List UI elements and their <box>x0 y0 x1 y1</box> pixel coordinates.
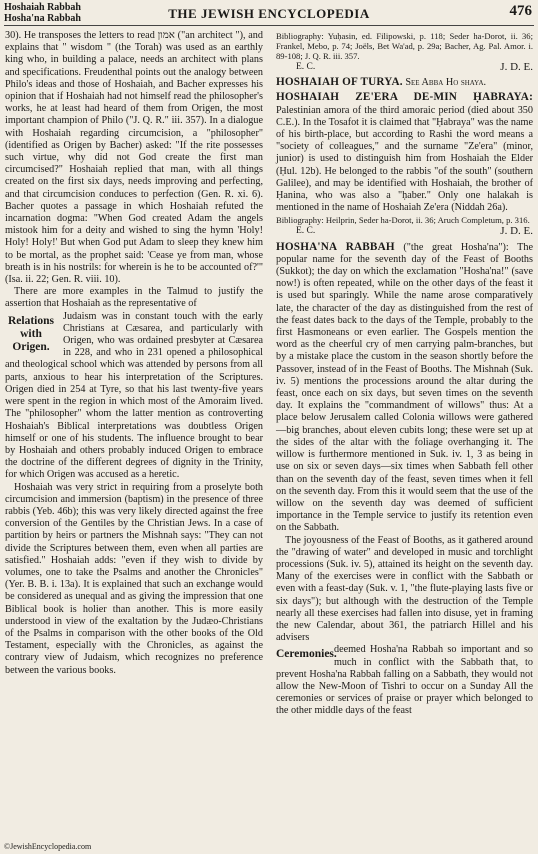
side-heading-ceremonies: Ceremonies. <box>276 648 337 661</box>
paragraph: Hoshaiah was very strict in requiring from a proselyte both circumcision and immersion (baptism) in the presence of three rabbis (Yeb. 46b); this was very likely directed against the free conversion of the Gentiles by the Christian Jews. In a case of partition by heirs or partners the Mishnah says: "They can not divide the Scriptures between them, even when all parties are satisfied." Hoshaiah adds: "even if they wish to divide by volumes, one to take the Psalms and another the Chronicles" (Yer. B. B. i. 13a). It is explained that such an exchange would be considered as unequal and as giving the impression that one Biblical book is holier than another. This is more easily understood in view of the exaltation by the Judæo-Christians of the Psalms in comparison with the other books of the Old Testament, especially with the Chronicles, as against the contrary view of Judaism, which recognizes no preference between the various books. <box>5 481 263 676</box>
side-heading-relations: Relations with Origen. <box>8 314 54 353</box>
signature-right: J. D. E. <box>500 225 533 238</box>
copyright-footer: ©JewishEncyclopedia.com <box>4 842 92 851</box>
signature <box>276 225 533 237</box>
entry-body: Palestinian amora of the third amoraic period (died about 350 C.E.). In the Tosafot it is claimed that "Ḥabraya" was the name of his birth-place, but according to Rashi the word means a "society of colleagues," and the surname "Ze'era" (minor, junior) is used to distinguish him from Hoshaiah the Elder (Ḥul. 12b). He belonged to the rabbis "of the south" (southern Galilee), and may be identified with Hoshaiah, the brother of Ḥanina, who was also a "ḥaber." Only one halakah is mentioned in the name of Hoshaiah Ze'era (Niddah 26a). <box>276 104 533 214</box>
running-head-line2: Hosha'na Rabbah <box>4 13 81 24</box>
entry-hoshaiah-of-turya <box>276 76 533 89</box>
running-head-line1: Hoshaiah Rabbah <box>4 2 81 13</box>
paragraph: 30). He transposes the letters to read אמון ("an architect "), and explains that " wisdom " (the Torah) was used as an earthly king who, in building a palace, needs an architect with plans and specifications. Freudenthal points out the analogy between Philo's ideas and those of Hoshaiah, and Bacher expresses his opinion that if Hoshaiah had not himself read the philosopher's works, he at least had heard of them from Origen, the most important champion of Philo ("J. Q. R." iii. 357). In a dialogue with Hoshaiah regarding circumcision, a "philosopher" (identified as Origen by Bacher) asked: "If the rite possesses such virtue, why did not God create the first man circumcised?" Hoshaiah replied that man, with all things created on the first six days, needs improving and perfecting, and that circumcision conduces to perfection (Gen. R. xi. 6). Bacher quotes a passage in which Hoshaiah refuted the incarnation dogma: "When God created Adam the angels mistook him for a deity and wished to sing the hymn 'Holy! Holy! Holy!' But when God put Adam to sleep they knew him to be mortal, as the prophet said: 'Cease ye from man, whose breath is in his nostrils: for wherein is he to be accounted of?'" (Isa. ii. 22; Gen. R. viii. 10). <box>5 30 263 286</box>
bibliography: Bibliography: Heilprin, Seder ha-Dorot, ii. 36; Aruch Completum, p. 316. <box>276 215 530 226</box>
header-rule <box>4 25 534 26</box>
signature-right: J. D. E. <box>500 61 533 73</box>
page-header <box>0 0 538 26</box>
paragraph: There are more examples in the Talmud to justify the assertion that Hoshaiah as the representative of <box>5 286 263 310</box>
entry-hoshaiah-zeera <box>276 91 533 214</box>
right-column <box>276 30 533 718</box>
entry-heading: HOSHAIAH OF TURYA. <box>276 76 403 89</box>
signature-left: E. C. <box>296 62 316 72</box>
publication-title: THE JEWISH ENCYCLOPEDIA <box>168 6 370 21</box>
paragraph: Judaism was in constant touch with the early Christians at Cæsarea, and particularly with Origen, who was ordained presbyter at Cæsarea in 228, and who in 231 opened a philosophical and theological school which was attended by persons from all parts, anxious to hear his interpretation of the Scriptures. Origen died in 254 at Tyre, so that his last twenty-five years were spent in the region in which most of the Amoraim lived. The "philosopher" whom the latter mention as controverting Hoshaiah's Biblical interpretations was doubtless Origen himself or one of his students. The influence brought to bear by Hoshaiah and others probably induced Origen to embrace the doctrine of the different degrees of dignity in the Trinity, for which Origen was accused as a heretic. <box>5 310 263 481</box>
paragraph: deemed Hosha'na Rabbah so important and so much in conflict with the Sabbath that, to prevent Hosha'na Rabbah falling on a Sabbath, they would not allow the New-Moon of Tishri to occur on a Sunday All the ceremonies or services of praise or prayer which belonged to the other middle days of the feast <box>276 644 533 717</box>
page-number: 476 <box>509 3 532 19</box>
signature <box>276 61 533 73</box>
entry-body: ("the great Hosha'na"): The popular name for the seventh day of the Feast of Booths (Sukkot); the day on which the exclamation "Hosha'na!" (save now!) is often repeated, while on the other days of the feast it is used but sparingly. While the name arose comparatively late, the character of the day as distinguished from the rest of the feast dates back to the days of the Temple, probably to the first Hasmoneans or even earlier. The Gospels mention the word as the cheerful cry of men carrying palm-branches, but by a mistake place the custom in the season shortly before the Passover, instead of in the Feast of Booths. The Mishnah (Suk. iv. 5) mentions the processions around the altar during the feast, once each on six days, but seven times on the seventh day. It explains the "commandment of willows" thus: At a place below Jerusalem called Colonia willows were gathered—big branches, about eleven cubits long; these were set up at the sides of the altar with the foliage overhanging it. The willow is furthermore mentioned in Suk. iv. 1, 3 as being in use on six or seven days—six times when Sabbath fell other than on the seventh day of the feast, seven times when it fell on the seventh day. From this it would seem that the use of the willow on the seventh day was deemed of sufficient importance in the Temple service to justify its retention even on the Sabbath. <box>276 241 534 534</box>
cross-reference-link[interactable]: See Abba Ho shaya. <box>405 77 487 89</box>
entry-heading: HOSHA'NA RABBAH <box>276 240 395 253</box>
entry-hoshana-rabbah <box>276 241 533 535</box>
paragraph: The joyousness of the Feast of Booths, as it gathered around the "drawing of water" and developed in music and torchlight processions (Suk. iv. 5), attained its height on the seventh day. Many of the exercises were in conflict with the Sabbath or even with a feast-day (Suk. v. 1, "the flute-playing lasts five or six days"); but although with the destruction of the Temple nearly all these exercises had fallen into disuse, yet in framing the new Calendar, about 361, the patriarch Hillel and his advisers <box>276 534 533 644</box>
entry-heading: HOSHAIAH ZE'ERA DE-MIN ḤABRAYA: <box>276 91 533 104</box>
signature-left: E. C. <box>296 226 316 237</box>
bibliography: Bibliography: Yuḥasin, ed. Filipowski, p. 118; Seder ha-Dorot, ii. 36; Frankel, Mebo, p. 74; Joëls, Bet Wa'ad, p. 29a; Bacher, Ag. Pal. Amor. i. 89-108; J. Q. R. iii. 357. <box>276 31 533 61</box>
left-column <box>5 30 263 677</box>
